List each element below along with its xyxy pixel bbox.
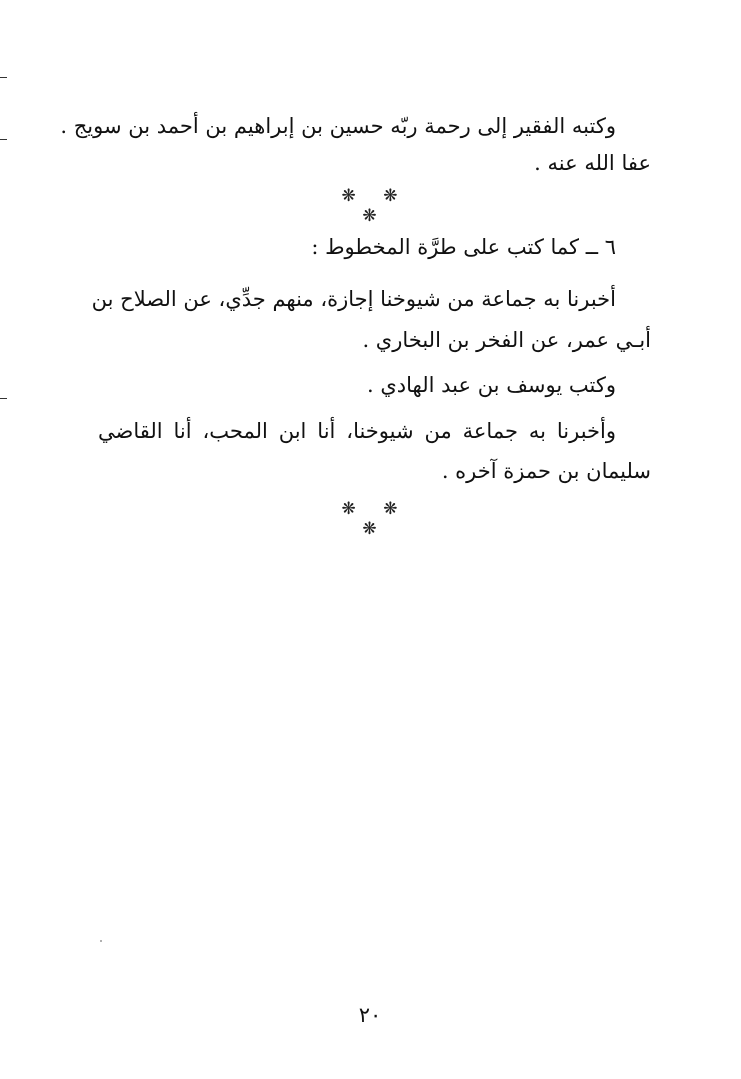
text-line-copyist: وكتب يوسف بن عبد الهادي . <box>367 373 616 397</box>
text-line-signature: وكتبه الفقير إلى رحمة ربّه حسين بن إبراهيم بن أحمد بن سويج . <box>60 114 616 138</box>
page-number: ٢٠ <box>358 1003 382 1027</box>
scan-speck <box>100 940 102 942</box>
section-separator: ❋ ❋ ❋ <box>341 499 409 539</box>
section-separator: ❋ ❋ ❋ <box>341 186 409 226</box>
margin-tick-mark <box>0 77 7 78</box>
text-line-signature-cont: عفا الله عنه . <box>534 151 651 175</box>
margin-tick-mark <box>0 398 7 399</box>
margin-tick-mark <box>0 139 7 140</box>
text-line-item-heading: ٦ ــ كما كتب على طرَّة المخطوط : <box>311 235 616 259</box>
text-line-paragraph-1-cont: أبـي عمر، عن الفخر بن البخاري . <box>362 328 651 352</box>
text-line-paragraph-2: وأخبرنا به جماعة من شيوخنا، أنا ابن المحب، أنا القاضي <box>98 419 616 443</box>
text-line-paragraph-2-cont: سليمان بن حمزة آخره . <box>441 459 651 483</box>
text-line-paragraph-1: أخبرنا به جماعة من شيوخنا إجازة، منهم جدِّي، عن الصلاح بن <box>91 287 616 311</box>
